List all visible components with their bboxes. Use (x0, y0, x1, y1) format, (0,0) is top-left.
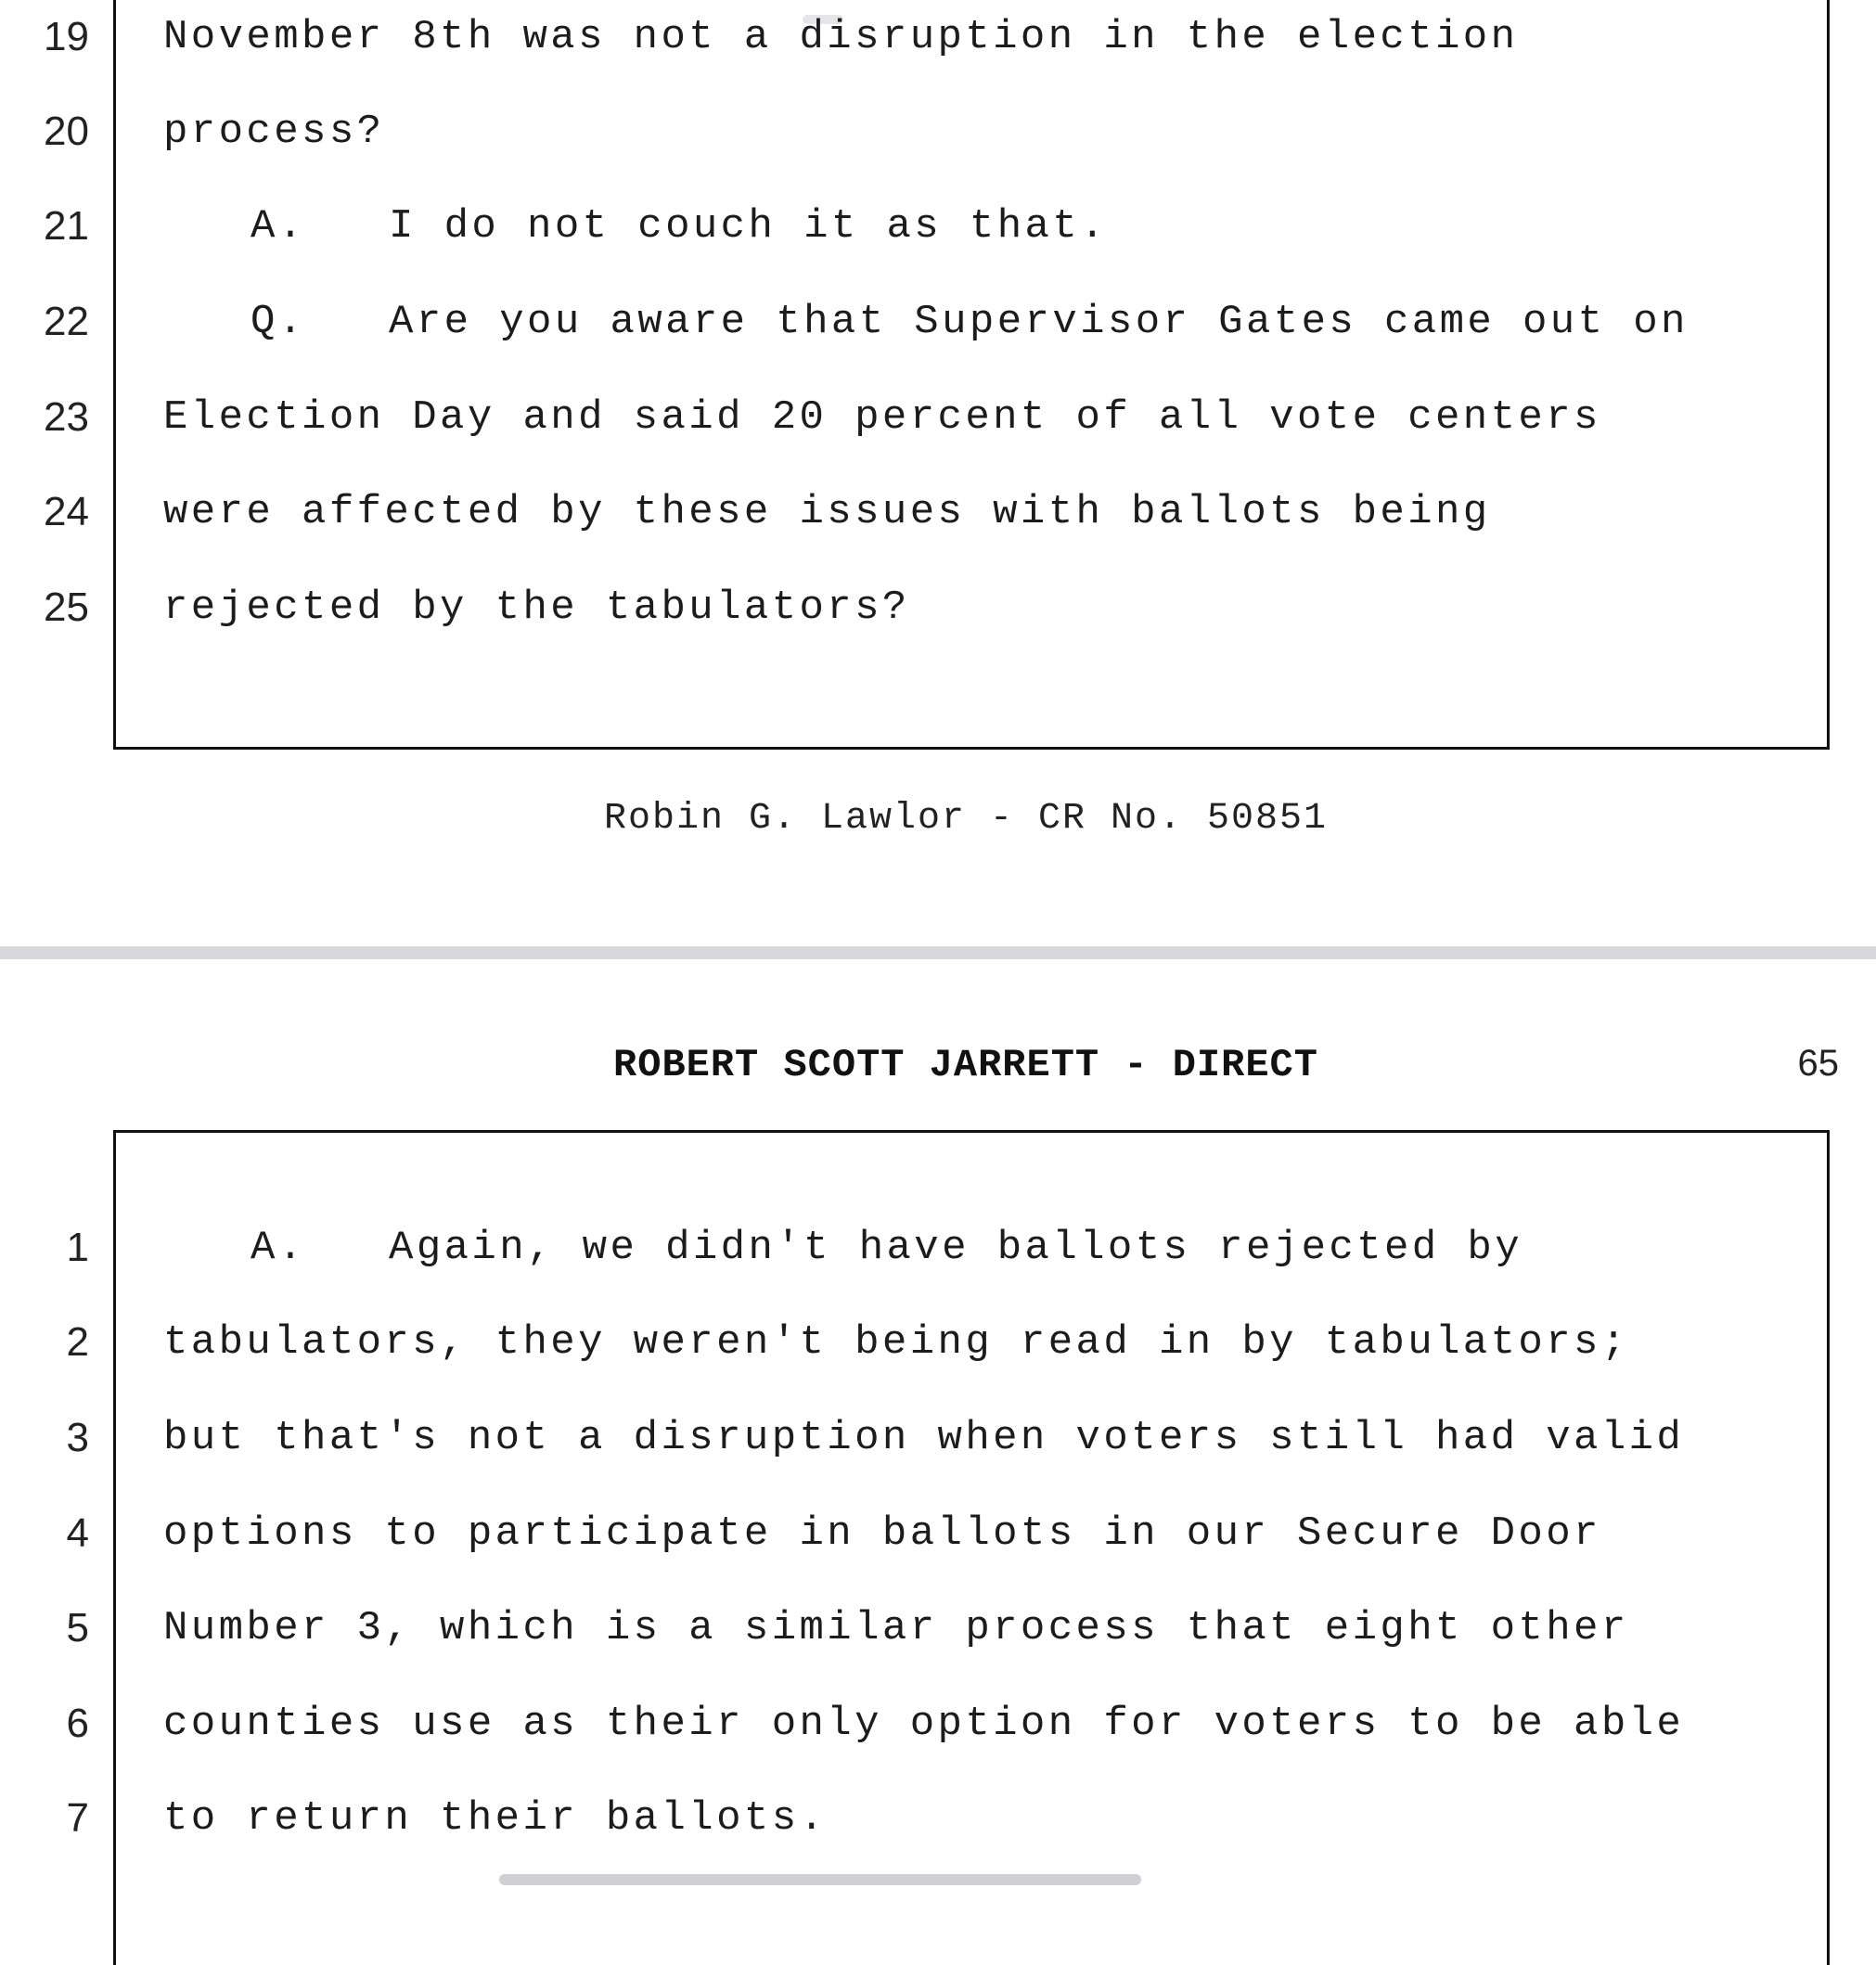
transcript-line (0, 475, 1876, 549)
transcript-line (0, 1591, 1876, 1665)
line-number: 6 (66, 1701, 89, 1746)
transcript-line (0, 285, 1876, 359)
transcript-line (0, 189, 1876, 263)
line-text: but that's not a disruption when voters still had valid (163, 1415, 1685, 1461)
transcript-line (0, 95, 1876, 169)
line-number: 4 (66, 1510, 89, 1556)
transcript-line (0, 1781, 1876, 1856)
line-text: process? (163, 109, 385, 155)
line-text: November 8th was not a disruption in the election (163, 14, 1519, 60)
line-number: 19 (44, 14, 89, 59)
line-number: 24 (44, 489, 89, 534)
line-text: counties use as their only option for voters to be able (163, 1701, 1685, 1747)
line-number: 3 (66, 1415, 89, 1460)
line-number: 7 (66, 1795, 89, 1841)
transcript-line (0, 380, 1876, 455)
line-text: A. Again, we didn't have ballots rejected by (251, 1225, 1523, 1271)
line-number: 21 (44, 203, 89, 249)
transcript-line (0, 1401, 1876, 1475)
line-number: 25 (44, 584, 89, 630)
page-separator (0, 946, 1876, 959)
home-indicator[interactable] (499, 1874, 1141, 1885)
line-text: options to participate in ballots in our Secure Door (163, 1510, 1601, 1557)
transcript-page-lower (0, 959, 1876, 1900)
line-text: rejected by the tabulators? (163, 584, 910, 631)
line-text: Election Day and said 20 percent of all vote centers (163, 394, 1601, 441)
transcript-line (0, 0, 1876, 74)
line-number: 23 (44, 394, 89, 440)
line-text: were affected by these issues with ballots being (163, 489, 1491, 535)
line-number: 5 (66, 1605, 89, 1650)
transcript-line (0, 1687, 1876, 1761)
line-number: 1 (66, 1225, 89, 1270)
line-text: Q. Are you aware that Supervisor Gates came out on (251, 299, 1689, 345)
transcript-line (0, 1211, 1876, 1285)
page-number: 65 (1797, 1043, 1839, 1084)
transcript-line (0, 571, 1876, 645)
line-text: Number 3, which is a similar process that eight other (163, 1605, 1629, 1651)
transcript-page-upper (0, 0, 1876, 946)
line-number: 20 (44, 109, 89, 154)
line-text: A. I do not couch it as that. (251, 203, 1108, 250)
transcript-line (0, 1305, 1876, 1380)
line-number: 2 (66, 1319, 89, 1365)
line-text: to return their ballots. (163, 1795, 828, 1842)
transcript-line (0, 1496, 1876, 1571)
line-number: 22 (44, 299, 89, 344)
page-header-title: ROBERT SCOTT JARRETT - DIRECT (613, 1043, 1318, 1087)
line-text: tabulators, they weren't being read in by tabulators; (163, 1319, 1629, 1366)
reporter-footer: Robin G. Lawlor - CR No. 50851 (603, 798, 1329, 840)
